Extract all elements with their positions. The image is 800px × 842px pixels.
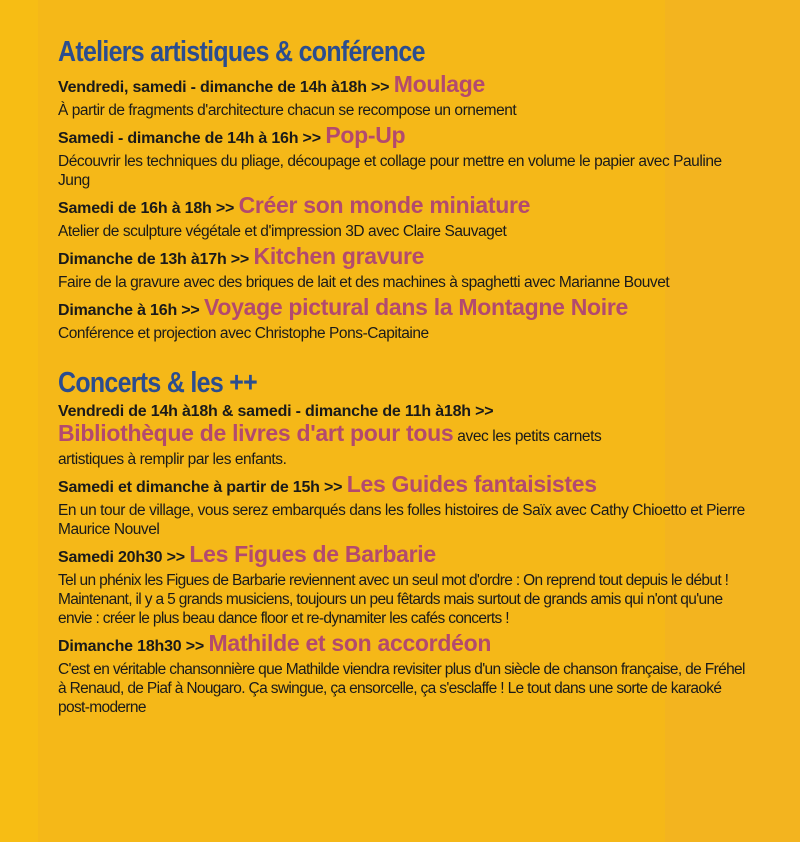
- event-schedule: Samedi et dimanche à partir de 15h >>: [58, 479, 343, 496]
- background-stripe-left: [0, 0, 38, 842]
- event-item: [58, 123, 758, 190]
- section-heading: Ateliers artistiques & conférence: [58, 36, 425, 68]
- program-page: [58, 36, 758, 717]
- event-schedule: Dimanche de 13h à17h >>: [58, 251, 250, 268]
- event-description: Faire de la gravure avec des briques de lait et des machines à spaghetti avec Marianne Bouvet: [58, 274, 670, 291]
- event-title: Les Figues de Barbarie: [189, 541, 436, 567]
- event-description: C'est en véritable chansonnière que Mathilde viendra revisiter plus d'un siècle de chanson française, de Fréhel à Renaud, de Piaf à Nougaro. Ça swingue, ça ensorcelle, ça s'esclaffe ! Le tout dans une sorte de karaoké post-moderne: [58, 661, 745, 716]
- event-item: [58, 472, 758, 539]
- event-schedule: Dimanche à 16h >>: [58, 302, 200, 319]
- event-description: Conférence et projection avec Christophe Pons-Capitaine: [58, 325, 429, 342]
- event-title: Les Guides fantaisistes: [346, 471, 597, 497]
- event-item: [58, 72, 758, 120]
- event-title: Kitchen gravure: [253, 243, 425, 269]
- event-title: Moulage: [393, 71, 485, 97]
- section-concerts: [58, 367, 758, 717]
- event-schedule: Vendredi de 14h à18h & samedi - dimanche de 11h à18h >>: [58, 403, 494, 420]
- event-schedule: Vendredi, samedi - dimanche de 14h à18h >>: [58, 79, 390, 96]
- event-description: À partir de fragments d'architecture chacun se recompose un ornement: [58, 102, 517, 119]
- event-item: [58, 295, 758, 343]
- event-item: [58, 542, 758, 628]
- event-title: Pop-Up: [325, 122, 406, 148]
- event-title: Mathilde et son accordéon: [208, 630, 492, 656]
- event-description: artistiques à remplir par les enfants.: [58, 451, 287, 468]
- event-schedule: Dimanche 18h30 >>: [58, 638, 205, 655]
- event-title: Créer son monde miniature: [238, 192, 531, 218]
- event-item: [58, 244, 758, 292]
- event-description: Atelier de sculpture végétale et d'impression 3D avec Claire Sauvaget: [58, 223, 507, 240]
- event-description: En un tour de village, vous serez embarqués dans les folles histoires de Saïx avec Cathy Chioetto et Pierre Maurice Nouvel: [58, 502, 745, 538]
- event-title: Voyage pictural dans la Montagne Noire: [204, 294, 628, 320]
- event-schedule: Samedi - dimanche de 14h à 16h >>: [58, 130, 321, 147]
- event-item: [58, 193, 758, 241]
- event-title-tail: avec les petits carnets: [453, 428, 602, 445]
- event-schedule: Samedi de 16h à 18h >>: [58, 200, 235, 217]
- event-title: Bibliothèque de livres d'art pour tous: [58, 420, 454, 446]
- section-ateliers: [58, 36, 758, 343]
- event-description: Découvrir les techniques du pliage, découpage et collage pour mettre en volume le papier avec Pauline Jung: [58, 153, 722, 189]
- event-description: Tel un phénix les Figues de Barbarie reviennent avec un seul mot d'ordre : On reprend tout depuis le début ! Maintenant, il y a 5 grands musiciens, toujours un peu fêtards mais surtout de grands amis qui n'ont qu'une envie : créer le plus beau dance floor et re-dynamiter les cafés concerts !: [58, 572, 729, 627]
- section-heading: Concerts & les ++: [58, 367, 258, 399]
- event-item: [58, 403, 758, 469]
- event-schedule: Samedi 20h30 >>: [58, 549, 185, 566]
- event-item: [58, 631, 758, 717]
